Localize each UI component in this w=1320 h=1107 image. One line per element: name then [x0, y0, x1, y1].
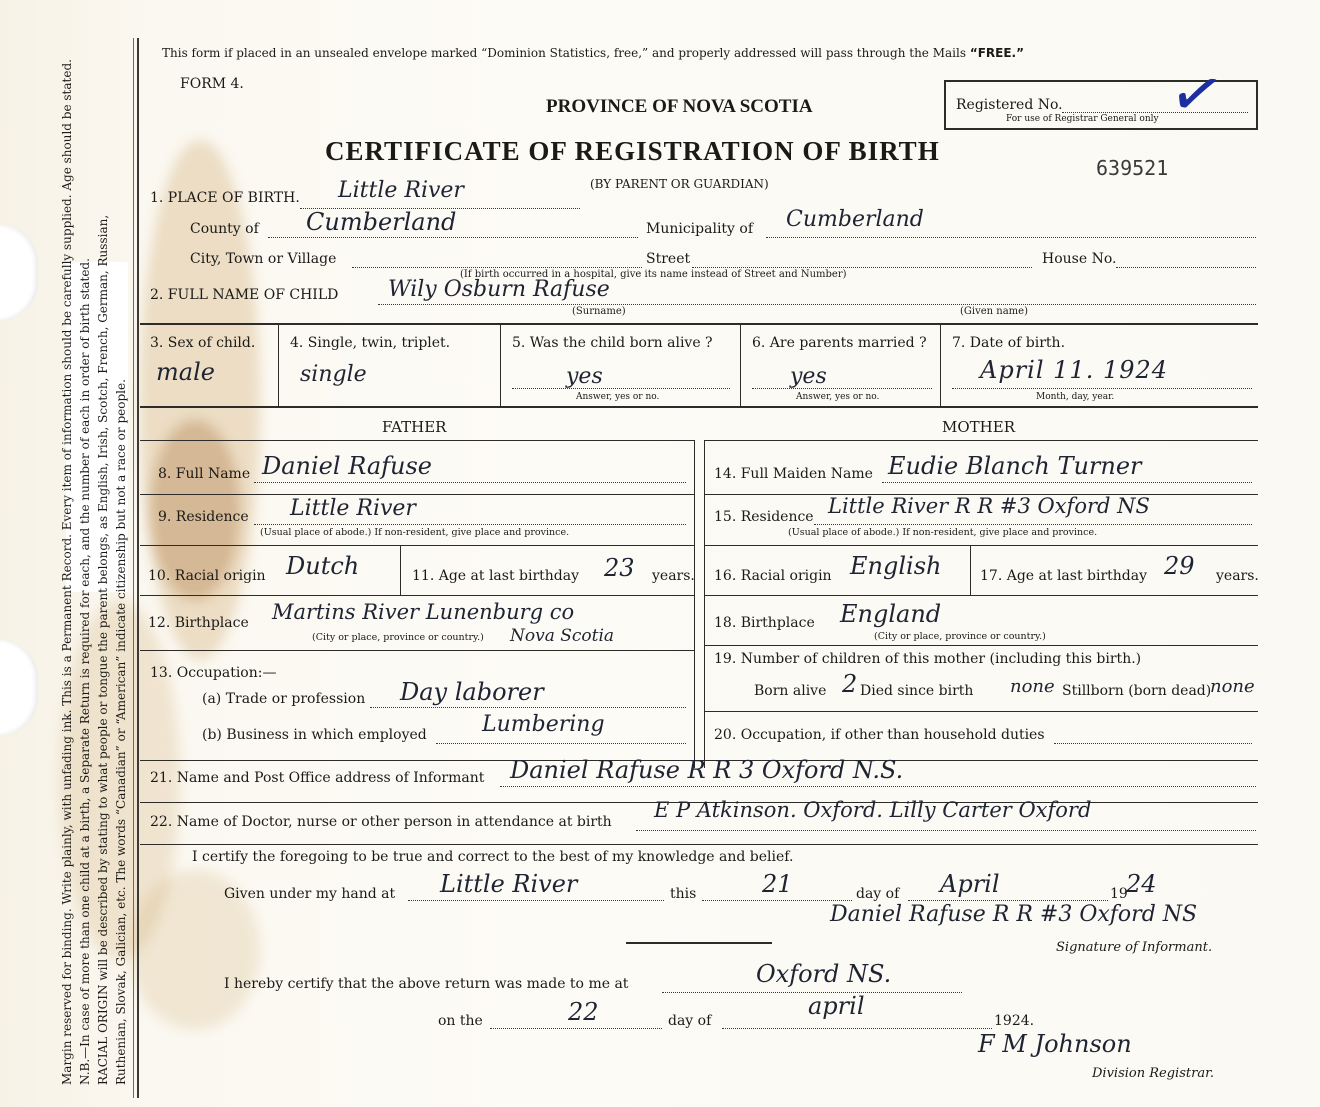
mother-residence-value: Little River R R #3 Oxford NS: [828, 494, 1150, 518]
mother-occupation-label: 20. Occupation, if other than household duties: [714, 727, 1045, 743]
binding-margin-line: [133, 38, 134, 1098]
born-alive-value: yes: [566, 364, 603, 389]
punch-hole: [0, 225, 38, 320]
parents-married-note: Answer, yes or no.: [796, 392, 880, 402]
section-rule: [140, 440, 694, 441]
stillborn-value: none: [1210, 676, 1255, 697]
born-alive-count-label: Born alive: [754, 683, 827, 699]
postal-free: “FREE.”: [969, 46, 1024, 60]
born-alive-note: Answer, yes or no.: [576, 392, 660, 402]
place-of-birth-label: 1. PLACE OF BIRTH.: [150, 190, 300, 206]
born-alive-line: [512, 388, 730, 389]
mother-residence-label: 15. Residence: [714, 509, 814, 525]
parents-married-label: 6. Are parents married ?: [752, 335, 927, 351]
column-divider: [704, 440, 705, 768]
postal-notice: [162, 46, 1024, 60]
house-line: [1116, 267, 1256, 268]
on-the-label: on the: [438, 1013, 483, 1029]
date-of-birth-label: 7. Date of birth.: [952, 335, 1066, 351]
father-business-value: Lumbering: [482, 712, 605, 737]
registrar-place-value: Oxford NS.: [756, 960, 892, 988]
mother-children-label: 19. Number of children of this mother (including this birth.): [714, 651, 1142, 667]
margin-instruction-3: RACIAL ORIGIN will be described by stating to what people or tongue the parent belongs, as English, Irish, Scotch, French, German, Russian,: [96, 214, 110, 1085]
house-label: House No.: [1042, 251, 1117, 267]
father-residence-value: Little River: [290, 496, 416, 521]
father-racial-label: 10. Racial origin: [148, 568, 266, 584]
check-mark-icon: ✓: [1162, 53, 1231, 137]
mother-age-suffix: years.: [1216, 568, 1259, 584]
division-registrar-label: Division Registrar.: [1092, 1066, 1214, 1081]
father-age-value: 23: [604, 554, 635, 582]
signature-of-informant-label: Signature of Informant.: [1056, 940, 1213, 955]
sex-value: male: [156, 358, 215, 386]
died-since-birth-label: Died since birth: [860, 683, 974, 699]
given-under-label: Given under my hand at: [224, 886, 396, 902]
cell-divider: [970, 545, 971, 595]
date-of-birth-note: Month, day, year.: [1036, 392, 1115, 402]
certificate-number: 639521: [1096, 156, 1169, 180]
certification-statement: I certify the foregoing to be true and correct to the best of my knowledge and belief.: [192, 849, 794, 865]
county-line: [268, 237, 638, 238]
plurality-label: 4. Single, twin, triplet.: [290, 335, 451, 351]
given-year-value: 24: [1126, 870, 1157, 898]
father-name-line: [254, 482, 686, 483]
section-rule: [140, 323, 1258, 325]
section-rule: [140, 406, 1258, 408]
column-divider: [694, 440, 695, 768]
column-divider: [278, 325, 279, 406]
father-business-label: (b) Business in which employed: [202, 727, 427, 743]
registrar-month-line: [722, 1028, 992, 1029]
father-racial-value: Dutch: [286, 552, 360, 580]
mother-heading: MOTHER: [942, 418, 1015, 436]
child-name-label: 2. FULL NAME OF CHILD: [150, 287, 339, 303]
mother-name-label: 14. Full Maiden Name: [714, 466, 873, 482]
this-label: this: [670, 886, 697, 902]
father-business-line: [436, 743, 686, 744]
sex-label: 3. Sex of child.: [150, 335, 256, 351]
parents-married-line: [752, 388, 932, 389]
binding-margin-line: [137, 38, 139, 1098]
informant-signature: Daniel Rafuse R R #3 Oxford NS: [830, 902, 1198, 927]
father-birthplace-value-2: Nova Scotia: [510, 626, 615, 646]
registrar-signature: F M Johnson: [978, 1030, 1132, 1058]
day-of-label: day of: [856, 886, 900, 902]
place-of-birth-value: Little River: [338, 178, 464, 203]
row-rule: [704, 545, 1258, 546]
postal-notice-text: This form if placed in an unsealed envelope marked “Dominion Statistics, free,” and properly addressed will pass through the Mails: [162, 46, 966, 60]
column-divider: [940, 325, 941, 406]
doctor-line: [636, 830, 1256, 831]
registrar-day-of-label: day of: [668, 1013, 712, 1029]
born-alive-count-value: 2: [842, 670, 858, 698]
registrar-note: For use of Registrar General only: [1006, 114, 1159, 124]
certificate-subtitle: (BY PARENT OR GUARDIAN): [590, 177, 769, 191]
street-label: Street: [646, 251, 691, 267]
mother-age-label: 17. Age at last birthday: [980, 568, 1148, 584]
date-of-birth-value: April 11. 1924: [980, 356, 1169, 384]
row-rule: [704, 595, 1258, 596]
father-trade-label: (a) Trade or profession: [202, 691, 366, 707]
father-name-label: 8. Full Name: [158, 466, 251, 482]
municipality-label: Municipality of: [646, 221, 754, 237]
row-rule: [704, 645, 1258, 646]
mother-birthplace-note: (City or place, province or country.): [874, 631, 1046, 642]
given-place-line: [408, 900, 664, 901]
municipality-line: [766, 237, 1256, 238]
mother-residence-line: [814, 524, 1252, 525]
form-number: FORM 4.: [180, 76, 244, 92]
child-name-line: [378, 304, 1256, 305]
child-name-value: Wily Osburn Rafuse: [388, 277, 610, 302]
died-since-birth-value: none: [1010, 676, 1055, 697]
given-place-value: Little River: [440, 870, 578, 898]
father-trade-value: Day laborer: [400, 678, 544, 706]
registrar-statement: I hereby certify that the above return was made to me at: [224, 976, 629, 992]
city-label: City, Town or Village: [190, 251, 337, 267]
born-alive-label: 5. Was the child born alive ?: [512, 335, 713, 351]
plurality-value: single: [300, 362, 367, 387]
row-rule: [140, 650, 694, 651]
father-birthplace-value: Martins River Lunenburg co: [272, 600, 575, 624]
father-residence-note: (Usual place of abode.) If non-resident, give place and province.: [260, 527, 570, 538]
province-heading: PROVINCE OF NOVA SCOTIA: [546, 96, 813, 117]
surname-note: (Surname): [572, 306, 626, 317]
given-month-line: [908, 900, 1108, 901]
city-line: [352, 267, 642, 268]
doctor-label: 22. Name of Doctor, nurse or other person in attendance at birth: [150, 814, 612, 830]
informant-line: [500, 786, 1256, 787]
mother-name-line: [882, 482, 1252, 483]
row-rule: [140, 494, 694, 495]
given-day-value: 21: [762, 870, 793, 898]
father-age-label: 11. Age at last birthday: [412, 568, 580, 584]
father-residence-label: 9. Residence: [158, 509, 249, 525]
parents-married-value: yes: [790, 364, 827, 389]
mother-birthplace-value: England: [840, 600, 942, 628]
father-birthplace-note: (City or place, province or country.): [312, 632, 484, 643]
margin-instruction-2: N.B.—In case of more than one child at a birth, a Separate Return is required for each, and the number of each in order of birth stated.: [78, 258, 92, 1085]
cell-divider: [400, 545, 401, 595]
doctor-value: E P Atkinson. Oxford. Lilly Carter Oxford: [654, 798, 1092, 822]
given-day-line: [702, 900, 852, 901]
row-rule: [140, 545, 694, 546]
mother-age-value: 29: [1164, 552, 1195, 580]
hospital-note: (If birth occurred in a hospital, give its name instead of Street and Number): [460, 269, 847, 280]
father-trade-line: [370, 707, 686, 708]
municipality-value: Cumberland: [786, 207, 924, 232]
stillborn-label: Stillborn (born dead): [1062, 683, 1212, 699]
given-name-note: (Given name): [960, 306, 1028, 317]
registrar-year-value: 1924.: [994, 1013, 1035, 1029]
column-divider: [740, 325, 741, 406]
punch-hole: [0, 640, 38, 735]
registrar-day-value: 22: [568, 998, 599, 1026]
margin-instruction-1: Margin reserved for binding. Write plainly, with unfading ink. This is a Permanent Record. Every item of information should be carefully supplied. Age should be stated.: [60, 59, 74, 1085]
margin-instruction-4: Ruthenian, Slovak, Galician, etc. The words “Canadian” or “American” indicate citizenship but not a race or people.: [114, 379, 128, 1085]
registrar-day-line: [490, 1028, 662, 1029]
street-line: [692, 267, 1032, 268]
row-rule: [140, 844, 1258, 845]
registered-label: Registered No.: [956, 97, 1063, 113]
mother-birthplace-label: 18. Birthplace: [714, 615, 815, 631]
certificate-title: CERTIFICATE OF REGISTRATION OF BIRTH: [325, 136, 940, 166]
registrar-month-value: april: [808, 992, 865, 1020]
mother-name-value: Eudie Blanch Turner: [888, 452, 1142, 480]
row-rule: [140, 595, 694, 596]
father-birthplace-label: 12. Birthplace: [148, 615, 249, 631]
year-prefix: 19: [1110, 886, 1128, 902]
mother-racial-label: 16. Racial origin: [714, 568, 832, 584]
mother-residence-note: (Usual place of abode.) If non-resident, give place and province.: [788, 527, 1098, 538]
mother-occupation-line: [1054, 743, 1252, 744]
father-residence-line: [254, 524, 686, 525]
given-month-value: April: [940, 870, 1000, 898]
section-rule: [704, 440, 1258, 441]
date-of-birth-line: [952, 388, 1252, 389]
county-label: County of: [190, 221, 259, 237]
row-rule: [704, 711, 1258, 712]
informant-label: 21. Name and Post Office address of Informant: [150, 770, 485, 786]
mother-racial-value: English: [850, 552, 942, 580]
column-divider: [500, 325, 501, 406]
separator-rule: [626, 942, 772, 944]
father-name-value: Daniel Rafuse: [262, 452, 432, 480]
father-occupation-label: 13. Occupation:—: [150, 665, 277, 681]
county-value: Cumberland: [306, 208, 457, 236]
father-age-suffix: years.: [652, 568, 695, 584]
informant-value: Daniel Rafuse R R 3 Oxford N.S.: [510, 756, 904, 784]
father-heading: FATHER: [382, 418, 447, 436]
